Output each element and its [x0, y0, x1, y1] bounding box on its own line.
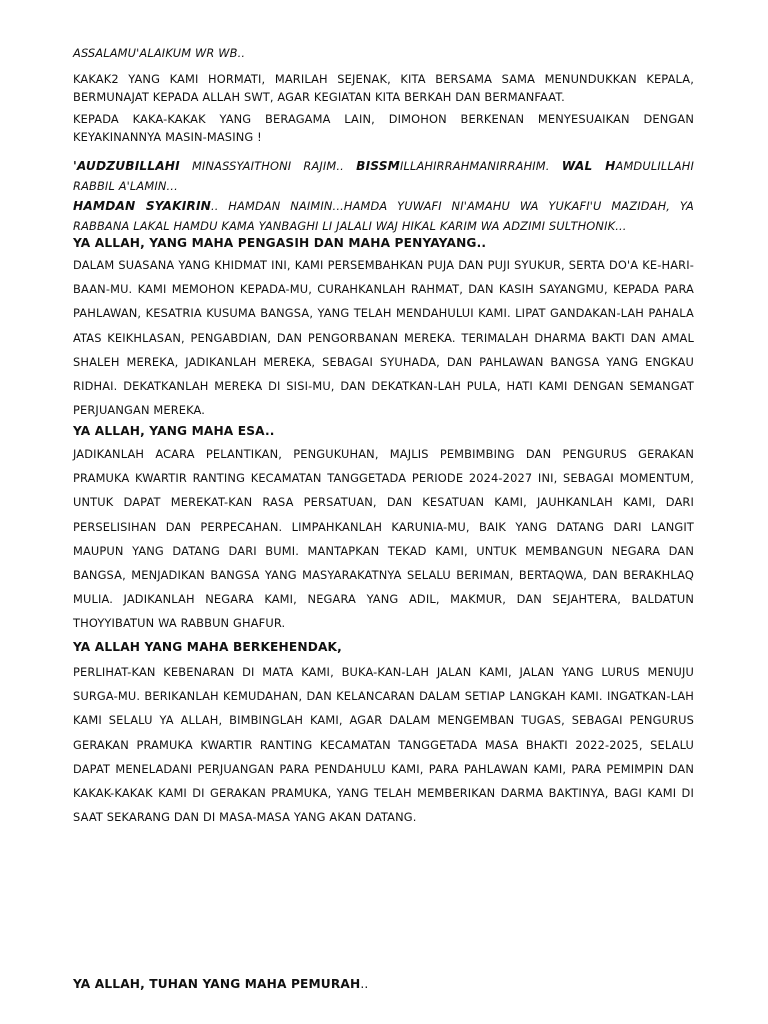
- opening-bold-2: BISSM: [356, 159, 400, 173]
- section-heading-4-tail: ..: [360, 977, 369, 991]
- section-paragraph-1: DALAM SUASANA YANG KHIDMAT INI, KAMI PERSEMBAHKAN PUJA DAN PUJI SYUKUR, SERTA DO'A KE-HARI-BAAN-MU. KAMI MEMOHON KEPADA-MU, CURAHKANLAH RAHMAT, DAN KASIH SAYANGMU, KEPADA PARA PAHLAWAN, KESATRIA KUSUMA BANGSA, YANG TELAH MENDAHULUI KAMI. LIPAT GANDAKAN-LAH PAHALA ATAS KEIKHLASAN, PENGABDIAN, DAN PENGORBANAN MEREKA. TERIMALAH DHARMA BAKTI DAN AMAL SHALEH MEREKA, JADIKANLAH MEREKA, SEBAGAI SYUHADA, DAN PAHLAWAN BANGSA YANG ENGKAU RIDHAI. DEKATKANLAH MEREKA DI SISI-MU, DAN DEKATKAN-LAH PULA, HATI KAMI DENGAN SEMANGAT PERJUANGAN MEREKA.: [73, 258, 694, 418]
- section-heading-3: YA ALLAH YANG MAHA BERKEHENDAK,: [73, 640, 342, 654]
- opening-text-3: AMDULILLAHI RABBIL A'LAMIN...: [73, 159, 695, 193]
- opening-text-4: .. HAMDAN NAIMIN...HAMDA YUWAFI NI'AMAHU WA YUKAFI'U MAZIDAH, YA RABBANA LAKAL HAMDU KAMA YANBAGHI LI JALALI WAJ HIKAL KARIM WA ADZIMI SULTHONIK...: [73, 199, 695, 233]
- opening-text-2: ILLAHIRRAHMANIRRAHIM.: [399, 159, 562, 173]
- section-heading-4-text: YA ALLAH, TUHAN YANG MAHA PEMURAH: [73, 977, 361, 991]
- intro-paragraph: KAKAK2 YANG KAMI HORMATI, MARILAH SEJENAK, KITA BERSAMA SAMA MENUNDUKKAN KEPALA, BERMUNAJAT KEPADA ALLAH SWT, AGAR KEGIATAN KITA BERKAH DAN BERMANFAAT.: [73, 72, 694, 104]
- opening-bold-1: 'AUDZUBILLAHI: [73, 159, 180, 173]
- opening-prayer-paragraph: [73, 156, 694, 236]
- opening-bold-4: HAMDAN SYAKIRIN: [73, 199, 211, 213]
- section-paragraph-2: JADIKANLAH ACARA PELANTIKAN, PENGUKUHAN, MAJLIS PEMBIMBING DAN PENGURUS GERAKAN PRAMUKA KWARTIR RANTING KECAMATAN TANGGETADA PERIODE 2024-2027 INI, SEBAGAI MOMENTUM, UNTUK DAPAT MEREKAT-KAN RASA PERSATUAN, DAN KESATUAN KAMI, JAUHKANLAH KAMI, DARI PERSELISIHAN DAN PERPECAHAN. LIMPAHKANLAH KARUNIA-MU, BAIK YANG DATANG DARI LANGIT MAUPUN YANG DATANG DARI BUMI. MANTAPKAN TEKAD KAMI, UNTUK MEMBANGUN NEGARA DAN BANGSA, MENJADIKAN BANGSA YANG MASYARAKATNYA SELALU BERIMAN, BERTAQWA, DAN BERAKHLAQ MULIA. JADIKANLAH NEGARA KAMI, NEGARA YANG ADIL, MAKMUR, DAN SEJAHTERA, BALDATUN THOYYIBATUN WA RABBUN GHAFUR.: [73, 447, 694, 631]
- opening-bold-3: WAL H: [561, 159, 616, 173]
- section-heading-2: YA ALLAH, YANG MAHA ESA..: [73, 424, 275, 438]
- opening-text-1: MINASSYAITHONI RAJIM..: [179, 159, 357, 173]
- interfaith-note-paragraph: KEPADA KAKA-KAKAK YANG BERAGAMA LAIN, DIMOHON BERKENAN MENYESUAIKAN DENGAN KEYAKINANNYA MASIN-MASING !: [73, 112, 694, 144]
- greeting-line: ASSALAMU'ALAIKUM WR WB..: [73, 46, 246, 60]
- section-heading-4: [73, 975, 694, 993]
- section-heading-1: YA ALLAH, YANG MAHA PENGASIH DAN MAHA PENYAYANG..: [73, 236, 487, 250]
- section-paragraph-3: PERLIHAT-KAN KEBENARAN DI MATA KAMI, BUKA-KAN-LAH JALAN KAMI, JALAN YANG LURUS MENUJU SURGA-MU. BERIKANLAH KEMUDAHAN, DAN KELANCARAN DALAM SETIAP LANGKAH KAMI. INGATKAN-LAH KAMI SELALU YA ALLAH, BIMBINGLAH KAMI, AGAR DALAM MENGEMBAN TUGAS, SEBAGAI PENGURUS GERAKAN PRAMUKA KWARTIR RANTING KECAMATAN TANGGETADA MASA BHAKTI 2022-2025, SELALU DAPAT MENELADANI PERJUANGAN PARA PENDAHULU KAMI, PARA PAHLAWAN KAMI, PARA PEMIMPIN DAN KAKAK-KAKAK KAMI DI GERAKAN PRAMUKA, YANG TELAH MEMBERIKAN DARMA BAKTINYA, BAGI KAMI DI SAAT SEKARANG DAN DI MASA-MASA YANG AKAN DATANG.: [73, 665, 694, 825]
